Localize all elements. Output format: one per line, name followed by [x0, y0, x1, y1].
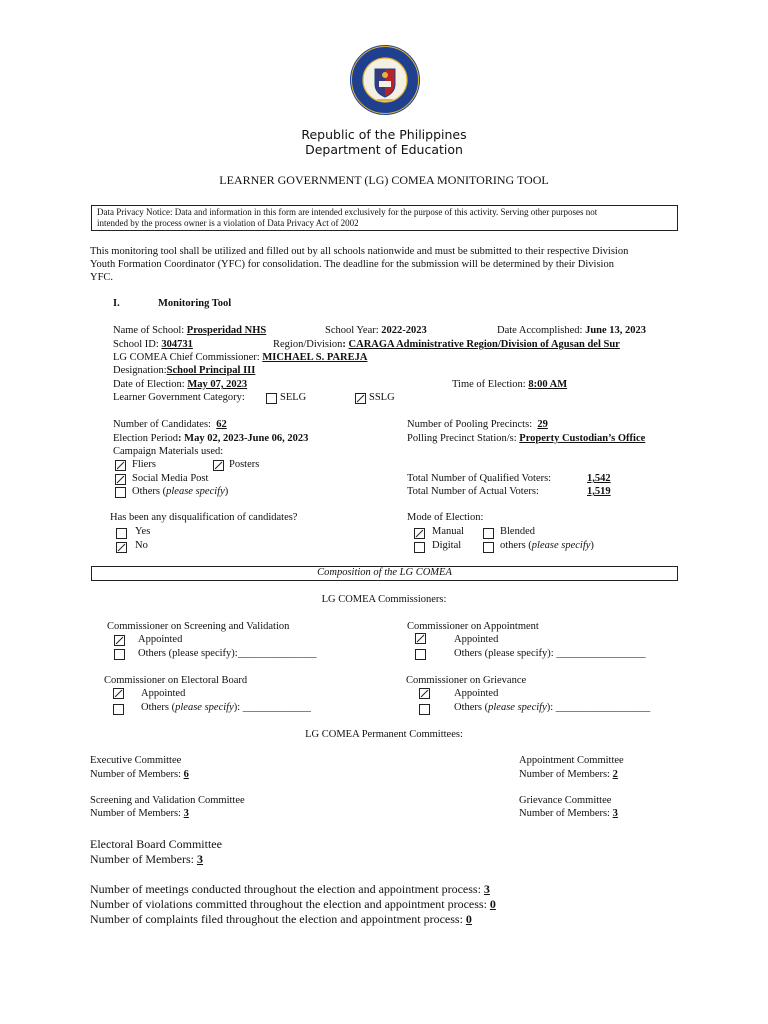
designation-value: School Principal III — [166, 365, 256, 376]
appointment-committee-title: Appointment Committee — [519, 755, 624, 766]
privacy-notice-line2: intended by the process owner is a violation of Data Privacy Act of 2002 — [97, 218, 359, 228]
materials-others-label — [132, 486, 228, 497]
disqualification-yes-checkbox[interactable] — [116, 528, 127, 539]
form-title: LEARNER GOVERNMENT (LG) COMEA MONITORING TOOL — [219, 173, 549, 187]
appointment-members-value: 2 — [612, 769, 618, 780]
commissioner-electoral-others-label — [141, 702, 311, 713]
school-id-label: School ID: — [113, 339, 159, 350]
commissioner-appointment-others-label: Others (please specify): _________________ — [454, 648, 646, 659]
school-name-row — [113, 325, 266, 336]
school-name-value: Prosperidad NHS — [186, 325, 267, 336]
actual-voters-label: Total Number of Actual Voters: — [407, 486, 539, 497]
precincts-value: 29 — [537, 419, 548, 430]
commissioner-screening-appointed-label: Appointed — [138, 634, 183, 645]
section-title: Monitoring Tool — [158, 298, 232, 309]
precincts-label: Number of Pooling Precincts: — [407, 419, 533, 430]
executive-committee-members — [90, 769, 189, 780]
commissioner-grievance-others-label — [454, 702, 650, 713]
school-year-label: School Year: — [325, 325, 379, 336]
commissioner-grievance-others-suffix: ): __________________ — [546, 702, 651, 713]
grievance-committee-title: Grievance Committee — [519, 795, 612, 806]
date-accomplished-value: June 13, 2023 — [585, 325, 647, 336]
commissioner-screening-others-checkbox[interactable] — [114, 649, 125, 660]
chief-commissioner-value: MICHAEL S. PAREJA — [262, 352, 368, 363]
disqualification-yes-label: Yes — [135, 526, 151, 537]
electoral-committee-members — [90, 852, 203, 867]
screening-members-label: Number of Members: — [90, 808, 181, 819]
grievance-members-value: 3 — [612, 808, 618, 819]
commissioner-screening-appointed-checkbox[interactable] — [114, 635, 125, 646]
disqualification-no-label: No — [135, 540, 148, 551]
sslg-checkbox[interactable] — [355, 393, 366, 404]
mode-others-italic: please specify — [531, 540, 591, 551]
fliers-label: Fliers — [132, 459, 156, 470]
precincts-row — [407, 419, 548, 430]
violations-value: 0 — [489, 897, 496, 911]
commissioners-heading: LG COMEA Commissioners: — [321, 594, 447, 605]
composition-banner: Composition of the LG COMEA — [317, 567, 452, 578]
manual-checkbox[interactable] — [414, 528, 425, 539]
meetings-value: 3 — [483, 882, 490, 896]
commissioner-appointment-appointed-label: Appointed — [454, 634, 499, 645]
violations-label: Number of violations committed throughout the election and appointment process: — [90, 897, 487, 911]
commissioner-screening-others-label: Others (please specify):_______________ — [138, 648, 317, 659]
screening-members-value: 3 — [183, 808, 189, 819]
designation-label: Designation: — [113, 365, 167, 376]
materials-label: Campaign Materials used: — [113, 446, 224, 457]
region-row — [273, 339, 620, 350]
materials-others-italic: please specify — [166, 486, 225, 497]
social-media-label: Social Media Post — [132, 473, 209, 484]
blended-checkbox[interactable] — [483, 528, 494, 539]
appointment-committee-members — [519, 769, 618, 780]
commissioner-grievance-others-checkbox[interactable] — [419, 704, 430, 715]
election-date-row — [113, 379, 247, 390]
meetings-label: Number of meetings conducted throughout the election and appointment process: — [90, 882, 481, 896]
date-accomplished-row — [497, 325, 646, 336]
commissioner-grievance-appointed-label: Appointed — [454, 688, 499, 699]
executive-committee-title: Executive Committee — [90, 755, 182, 766]
commissioner-appointment-appointed-checkbox[interactable] — [415, 633, 426, 644]
grievance-members-label: Number of Members: — [519, 808, 610, 819]
commissioner-grievance-title: Commissioner on Grievance — [406, 675, 527, 686]
candidates-value: 62 — [216, 419, 227, 430]
electoral-committee-title: Electoral Board Committee — [90, 837, 222, 851]
sslg-label: SSLG — [369, 392, 395, 403]
manual-label: Manual — [432, 526, 465, 537]
election-period-label: Election Period — [113, 433, 179, 444]
candidates-label: Number of Candidates: — [113, 419, 211, 430]
commissioner-electoral-others-italic: please specify — [175, 702, 234, 713]
digital-label: Digital — [432, 540, 462, 551]
complaints-row — [90, 912, 472, 927]
screening-committee-members — [90, 808, 189, 819]
section-number: I. — [113, 298, 120, 309]
qualified-voters-value: 1,542 — [587, 473, 611, 484]
election-time-row — [452, 379, 567, 390]
school-id-value: 304731 — [161, 339, 193, 350]
intro-line3: YFC. — [90, 272, 114, 283]
posters-checkbox[interactable] — [213, 460, 224, 471]
screening-committee-title: Screening and Validation Committee — [90, 795, 245, 806]
commissioner-electoral-appointed-label: Appointed — [141, 688, 186, 699]
date-accomplished-label: Date Accomplished: — [497, 325, 583, 336]
social-media-checkbox[interactable] — [115, 474, 126, 485]
actual-voters-value: 1,519 — [587, 486, 611, 497]
region-value: CARAGA Administrative Region/Division of Agusan del Sur — [348, 339, 620, 350]
school-name-label: Name of School: — [113, 325, 185, 336]
republic-heading: Republic of the Philippines — [301, 127, 467, 142]
privacy-notice-line1: Data Privacy Notice: Data and information in this form are intended exclusively for the purpose of this activity. Serving other purposes not — [97, 207, 598, 217]
disqualification-no-checkbox[interactable] — [116, 542, 127, 553]
commissioner-appointment-title: Commissioner on Appointment — [407, 621, 539, 632]
executive-members-value: 6 — [183, 769, 189, 780]
commissioner-electoral-title: Commissioner on Electoral Board — [104, 675, 248, 686]
complaints-value: 0 — [465, 912, 472, 926]
region-colon: : — [342, 339, 346, 350]
commissioner-screening-title: Commissioner on Screening and Validation — [107, 621, 290, 632]
deped-seal-logo — [349, 44, 421, 116]
school-id-row — [113, 339, 193, 350]
grievance-committee-members — [519, 808, 618, 819]
mode-others-prefix: others ( — [500, 540, 532, 551]
commissioner-grievance-others-italic: please specify — [488, 702, 547, 713]
intro-line2: Youth Formation Coordinator (YFC) for consolidation. The deadline for the submission will be determined by their Division — [90, 259, 614, 270]
mode-others-label — [500, 540, 594, 551]
commissioner-grievance-appointed-checkbox[interactable] — [419, 688, 430, 699]
election-period-value: : May 02, 2023-June 06, 2023 — [178, 433, 309, 444]
commissioner-grievance-others-prefix: Others ( — [454, 702, 489, 713]
permanent-committees-heading: LG COMEA Permanent Committees: — [305, 729, 463, 740]
station-label: Polling Precinct Station/s: — [407, 433, 517, 444]
commissioner-electoral-others-checkbox[interactable] — [113, 704, 124, 715]
electoral-members-label: Number of Members: — [90, 852, 194, 866]
election-period-row — [113, 433, 308, 444]
election-date-label: Date of Election: — [113, 379, 185, 390]
school-year-row — [325, 325, 427, 336]
commissioner-electoral-appointed-checkbox[interactable] — [113, 688, 124, 699]
station-value: Property Custodian’s Office — [519, 433, 646, 444]
candidates-row — [113, 419, 227, 430]
election-date-value: May 07, 2023 — [187, 379, 248, 390]
mode-others-checkbox[interactable] — [483, 542, 494, 553]
disqualification-question: Has been any disqualification of candidates? — [110, 512, 298, 523]
blended-label: Blended — [500, 526, 535, 537]
election-time-value: 8:00 AM — [528, 379, 568, 390]
station-row — [407, 433, 645, 444]
chief-commissioner-row — [113, 352, 367, 363]
school-year-value: 2022-2023 — [381, 325, 427, 336]
executive-members-label: Number of Members: — [90, 769, 181, 780]
chief-commissioner-label: LG COMEA Chief Commissioner: — [113, 352, 260, 363]
materials-others-suffix: ) — [224, 486, 229, 497]
materials-others-checkbox[interactable] — [115, 487, 126, 498]
commissioner-electoral-others-suffix: ): _____________ — [233, 702, 312, 713]
mode-of-election-label: Mode of Election: — [407, 512, 484, 523]
meetings-row — [90, 882, 490, 897]
materials-others-prefix: Others ( — [132, 486, 167, 497]
commissioner-appointment-others-checkbox[interactable] — [415, 649, 426, 660]
selg-label: SELG — [280, 392, 307, 403]
appointment-members-label: Number of Members: — [519, 769, 610, 780]
election-time-label: Time of Election: — [452, 379, 526, 390]
commissioner-electoral-others-prefix: Others ( — [141, 702, 176, 713]
qualified-voters-label: Total Number of Qualified Voters: — [407, 473, 552, 484]
region-label: Region/Division — [273, 339, 343, 350]
complaints-label: Number of complaints filed throughout the election and appointment process: — [90, 912, 463, 926]
intro-line1: This monitoring tool shall be utilized and filled out by all schools nationwide and must be submitted to their respective Division — [90, 246, 629, 257]
fliers-checkbox[interactable] — [115, 460, 126, 471]
mode-others-suffix: ) — [590, 540, 594, 551]
category-label: Learner Government Category: — [113, 392, 245, 403]
violations-row — [90, 897, 496, 912]
department-heading: Department of Education — [305, 142, 463, 157]
electoral-members-value: 3 — [196, 852, 203, 866]
digital-checkbox[interactable] — [414, 542, 425, 553]
selg-checkbox[interactable] — [266, 393, 277, 404]
posters-label: Posters — [229, 459, 260, 470]
designation-row — [113, 365, 255, 376]
